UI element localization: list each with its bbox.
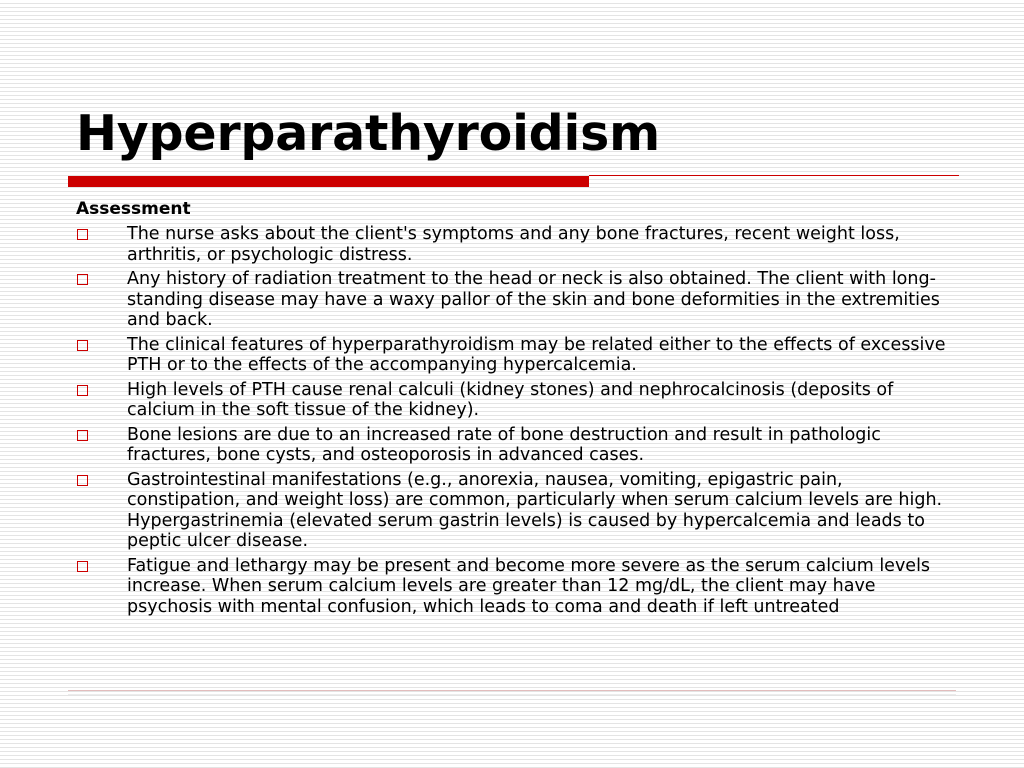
bullet-item: [74, 335, 954, 376]
footer-divider: [68, 690, 956, 691]
slide-title: Hyperparathyroidism: [76, 105, 660, 162]
title-accent-bar: [68, 176, 589, 187]
bullet-text: Gastrointestinal manifestations (e.g., anorexia, nausea, vomiting, epigastric pain, constipation, and weight loss) are common, particularly when serum calcium levels are high. Hypergastrinemia (elevated serum gastrin levels) is caused by hypercalcemia and leads to peptic ulcer disease.: [127, 469, 943, 551]
title-underline: [589, 175, 959, 176]
bullet-text: High levels of PTH cause renal calculi (kidney stones) and nephrocalcinosis (deposits of calcium in the soft tissue of the kidney).: [127, 379, 894, 420]
square-bullet-icon: [77, 274, 88, 285]
bullet-text: The clinical features of hyperparathyroidism may be related either to the effects of excessive PTH or to the effects of the accompanying hypercalcemia.: [127, 334, 946, 375]
bullet-text: Bone lesions are due to an increased rate of bone destruction and result in pathologic fractures, bone cysts, and osteoporosis in advanced cases.: [127, 424, 881, 465]
bullet-text: The nurse asks about the client's symptoms and any bone fractures, recent weight loss, arthritis, or psychologic distress.: [127, 224, 900, 265]
bullet-item: [74, 269, 954, 331]
bullet-item: [74, 380, 954, 421]
square-bullet-icon: [77, 340, 88, 351]
square-bullet-icon: [77, 561, 88, 572]
bullet-item: [74, 470, 954, 552]
slide-body: [74, 198, 954, 621]
section-heading: Assessment: [76, 199, 191, 219]
bullet-item: [74, 224, 954, 265]
bullet-item: [74, 556, 954, 618]
footer-divider-shadow: [68, 694, 956, 695]
square-bullet-icon: [77, 229, 88, 240]
square-bullet-icon: [77, 475, 88, 486]
bullet-item: [74, 425, 954, 466]
square-bullet-icon: [77, 430, 88, 441]
bullet-list: [74, 224, 954, 617]
bullet-text: Fatigue and lethargy may be present and become more severe as the serum calcium levels increase. When serum calcium levels are greater than 12 mg/dL, the client may have psychosis with mental confusion, which leads to coma and death if left untreated: [127, 555, 931, 617]
bullet-text: Any history of radiation treatment to the head or neck is also obtained. The client with long-standing disease may have a waxy pallor of the skin and bone deformities in the extremities and back.: [127, 269, 940, 330]
square-bullet-icon: [77, 385, 88, 396]
